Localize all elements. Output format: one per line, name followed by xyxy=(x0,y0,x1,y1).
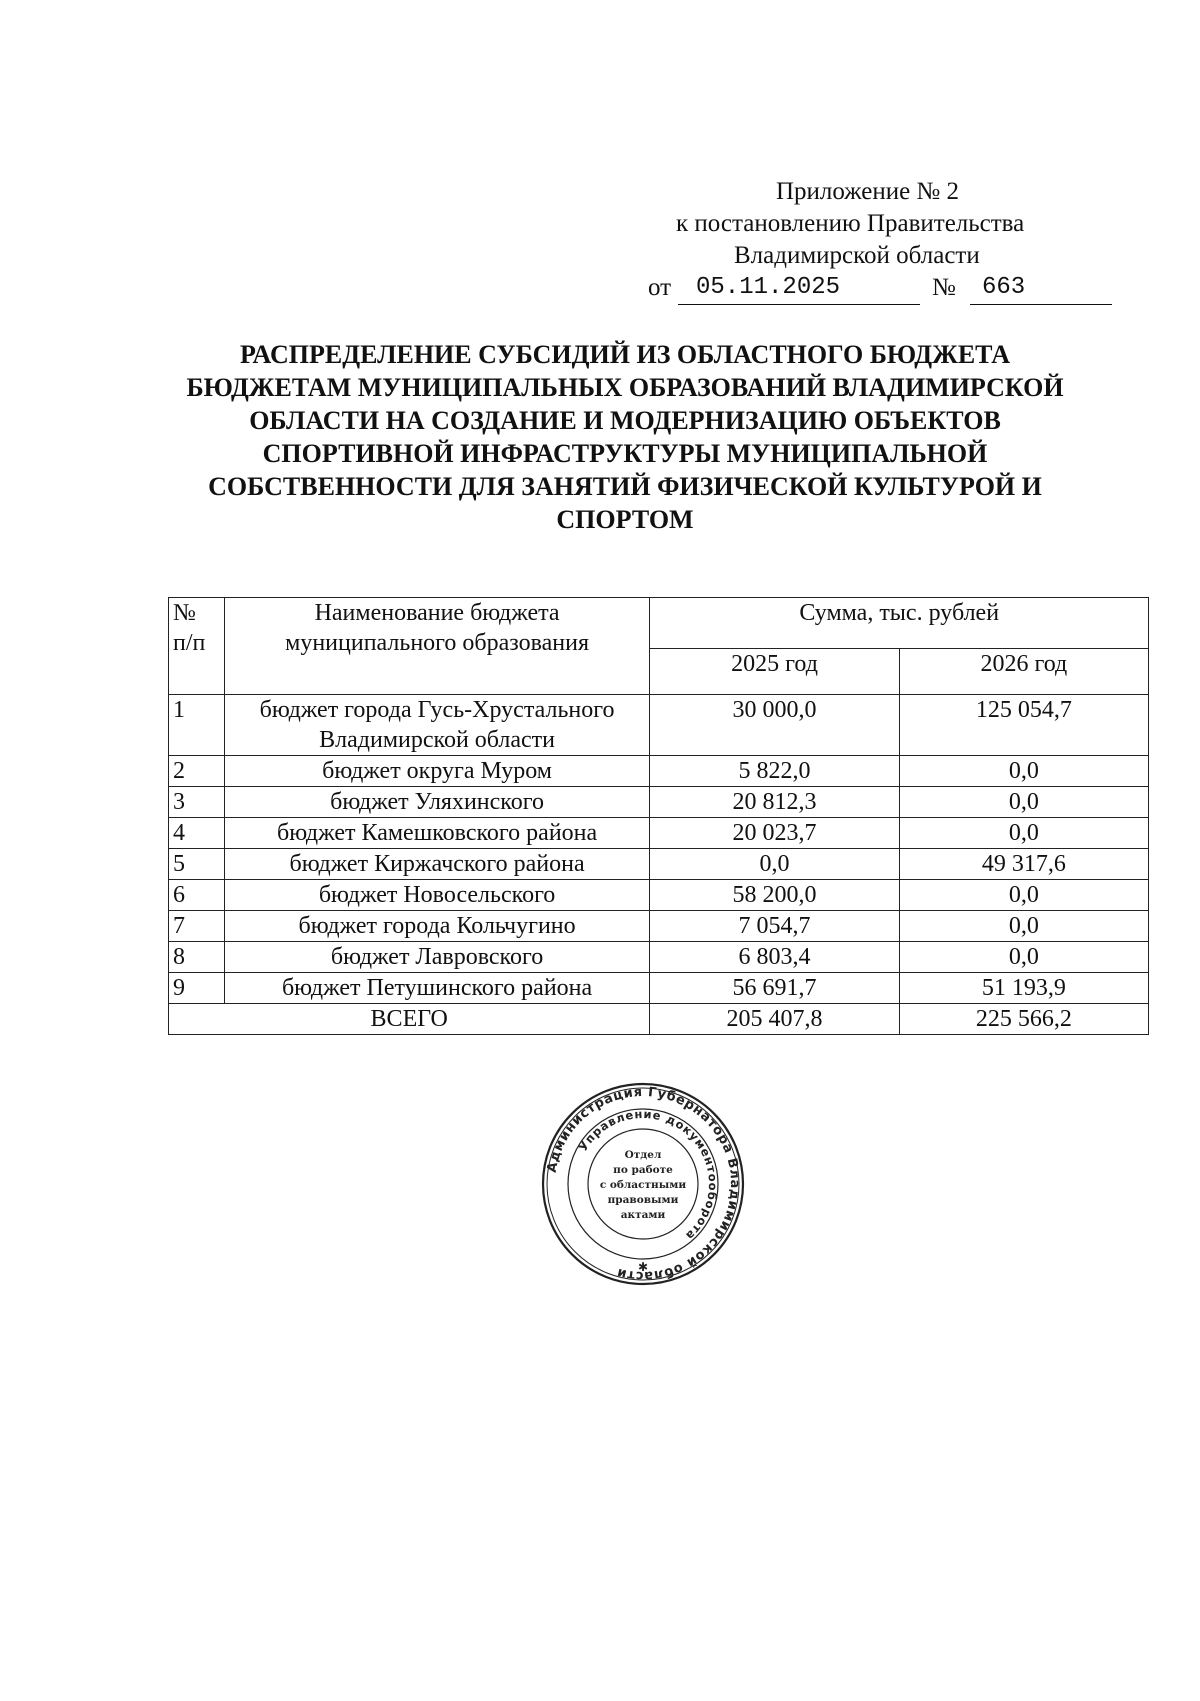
date-prefix: от xyxy=(648,274,672,301)
seal-inner-ring-text: Управление документооборота xyxy=(575,1106,721,1244)
row-budget-name xyxy=(224,695,650,756)
document-title xyxy=(180,338,1070,536)
row-budget-name: бюджет Новосельского xyxy=(224,880,650,911)
number-sign: № xyxy=(932,274,956,301)
row-amount-2026: 49 317,6 xyxy=(899,849,1148,880)
table-row xyxy=(169,973,1149,1004)
table-row xyxy=(169,880,1149,911)
row-amount-2025: 30 000,0 xyxy=(650,695,899,756)
total-2026: 225 566,2 xyxy=(899,1004,1148,1035)
title-line: СПОРТОМ xyxy=(556,505,694,534)
header-name-line: Наименование бюджета xyxy=(314,600,560,626)
row-name-line: Владимирской области xyxy=(319,727,556,753)
title-line: СОБСТВЕННОСТИ ДЛЯ ЗАНЯТИЙ ФИЗИЧЕСКОЙ КУЛЬТУРОЙ И xyxy=(208,472,1042,501)
seal-center-line: по работе xyxy=(613,1164,673,1176)
row-amount-2025: 7 054,7 xyxy=(650,911,899,942)
row-amount-2025: 20 812,3 xyxy=(650,787,899,818)
table-row xyxy=(169,818,1149,849)
seal-star-icon: ✱ xyxy=(637,1260,649,1274)
resolution-reference: к постановлению Правительства xyxy=(676,210,1025,237)
row-amount-2025: 20 023,7 xyxy=(650,818,899,849)
title-line: ОБЛАСТИ НА СОЗДАНИЕ И МОДЕРНИЗАЦИЮ ОБЪЕКТОВ xyxy=(249,406,1001,435)
row-amount-2026: 51 193,9 xyxy=(899,973,1148,1004)
row-amount-2026: 0,0 xyxy=(899,756,1148,787)
total-2025: 205 407,8 xyxy=(650,1004,899,1035)
row-budget-name: бюджет Уляхинского xyxy=(224,787,650,818)
row-amount-2025: 5 822,0 xyxy=(650,756,899,787)
row-amount-2026: 0,0 xyxy=(899,880,1148,911)
row-amount-2026: 0,0 xyxy=(899,818,1148,849)
title-line: СПОРТИВНОЙ ИНФРАСТРУКТУРЫ МУНИЦИПАЛЬНОЙ xyxy=(262,439,988,468)
title-line: БЮДЖЕТАМ МУНИЦИПАЛЬНЫХ ОБРАЗОВАНИЙ ВЛАДИМИРСКОЙ xyxy=(186,373,1064,402)
table-row xyxy=(169,942,1149,973)
date-number-line xyxy=(640,272,1120,308)
table-row xyxy=(169,756,1149,787)
title-line: РАСПРЕДЕЛЕНИЕ СУБСИДИЙ ИЗ ОБЛАСТНОГО БЮДЖЕТА xyxy=(239,340,1011,369)
table-total-row xyxy=(169,1004,1149,1035)
row-amount-2025: 6 803,4 xyxy=(650,942,899,973)
header-name-line: муниципального образования xyxy=(285,630,590,656)
table-row xyxy=(169,911,1149,942)
table-row xyxy=(169,787,1149,818)
row-amount-2025: 58 200,0 xyxy=(650,880,899,911)
row-budget-name: бюджет Петушинского района xyxy=(224,973,650,1004)
row-budget-name: бюджет Лавровского xyxy=(224,942,650,973)
seal-outer-ring-text: Администрация Губернатора Владимирской области xyxy=(544,1084,743,1284)
row-number: 2 xyxy=(169,756,225,787)
row-budget-name: бюджет округа Муром xyxy=(224,756,650,787)
header-budget-name xyxy=(224,598,650,695)
seal-center-text xyxy=(600,1149,686,1221)
table-row xyxy=(169,849,1149,880)
seal-center-line: правовыми xyxy=(607,1194,679,1206)
row-number: 4 xyxy=(169,818,225,849)
header-number-line: п/п xyxy=(173,630,206,656)
header-sum: Сумма, тыс. рублей xyxy=(650,598,1149,649)
header-year-2025: 2025 год xyxy=(650,648,899,694)
table-header-row xyxy=(169,598,1149,649)
region-name: Владимирской области xyxy=(734,242,980,269)
official-seal xyxy=(540,1081,746,1287)
row-budget-name: бюджет города Кольчугино xyxy=(224,911,650,942)
row-budget-name: бюджет Киржачского района xyxy=(224,849,650,880)
header-number xyxy=(169,598,225,695)
row-amount-2026: 0,0 xyxy=(899,787,1148,818)
row-amount-2026: 125 054,7 xyxy=(899,695,1148,756)
appendix-number: Приложение № 2 xyxy=(776,178,960,205)
row-number: 3 xyxy=(169,787,225,818)
row-number: 7 xyxy=(169,911,225,942)
row-amount-2025: 56 691,7 xyxy=(650,973,899,1004)
row-number: 6 xyxy=(169,880,225,911)
row-amount-2026: 0,0 xyxy=(899,911,1148,942)
row-number: 5 xyxy=(169,849,225,880)
seal-center-line: актами xyxy=(620,1209,666,1221)
header-number-line: № xyxy=(173,600,196,626)
row-amount-2026: 0,0 xyxy=(899,942,1148,973)
header-year-2026: 2026 год xyxy=(899,648,1148,694)
row-number: 9 xyxy=(169,973,225,1004)
seal-center-line: Отдел xyxy=(624,1149,662,1161)
resolution-date: 05.11.2025 xyxy=(678,272,920,305)
row-amount-2025: 0,0 xyxy=(650,849,899,880)
total-label: ВСЕГО xyxy=(169,1004,650,1035)
seal-center-line: с областными xyxy=(599,1179,687,1191)
row-number: 8 xyxy=(169,942,225,973)
subsidy-table xyxy=(168,597,1149,1035)
row-name-line: бюджет города Гусь-Хрустального xyxy=(259,697,615,723)
row-number: 1 xyxy=(169,695,225,756)
table-row xyxy=(169,695,1149,756)
resolution-number: 663 xyxy=(970,272,1112,305)
row-budget-name: бюджет Камешковского района xyxy=(224,818,650,849)
